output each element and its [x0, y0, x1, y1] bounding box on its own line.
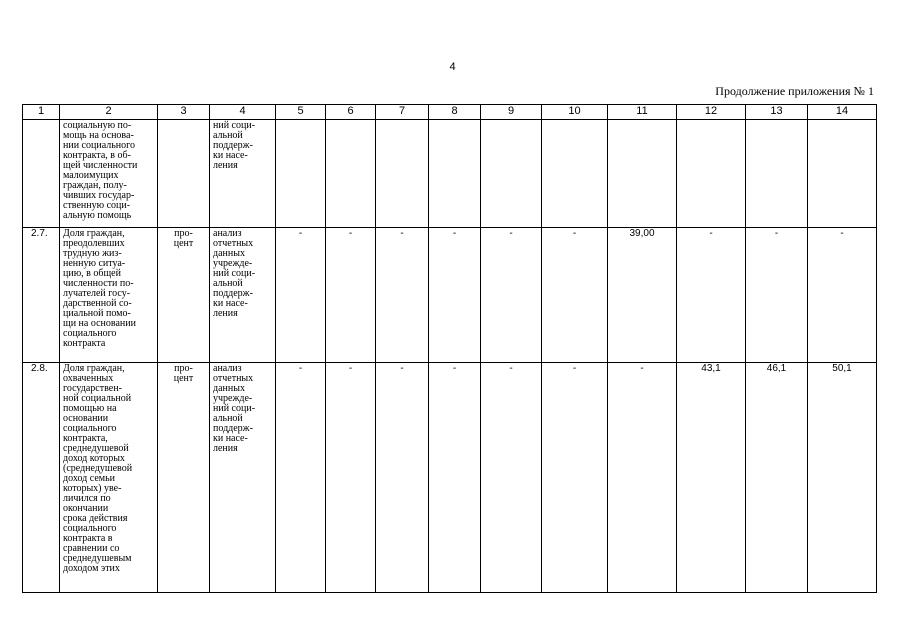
value-cell-col-10: -: [542, 363, 608, 593]
data-source-line: ления: [213, 443, 238, 454]
indicator-name-line: лучателей госу-: [63, 288, 131, 299]
column-header-1: 1: [23, 105, 60, 120]
data-source: [210, 228, 276, 363]
value-cell-col-7: -: [376, 363, 429, 593]
indicator-name-line: срока действия: [63, 513, 128, 524]
indicator-name-line: сравнении со: [63, 543, 120, 554]
indicator-name-line: окончании: [63, 503, 109, 514]
row-number: 2.8.: [23, 363, 60, 593]
data-source-line: ки насе-: [213, 298, 248, 309]
data-source-line: отчетных: [213, 238, 254, 249]
indicator-name-line: доходом этих: [63, 563, 120, 574]
indicator-name-line: охваченных: [63, 373, 114, 384]
unit-of-measure-line: про-: [174, 363, 193, 374]
value-cell-col-6: [326, 120, 376, 228]
value-cell-col-10: [542, 120, 608, 228]
value-cell-col-11: 39,00: [608, 228, 677, 363]
row-number: 2.7.: [23, 228, 60, 363]
indicator-name-line: дарственной со-: [63, 298, 132, 309]
column-header-6: 6: [326, 105, 376, 120]
unit-of-measure-line: цент: [173, 373, 194, 384]
data-source-line: ления: [213, 160, 238, 171]
table-row: [23, 120, 877, 228]
value-cell-col-12: 43,1: [677, 363, 746, 593]
indicator-name-line: малоимущих: [63, 170, 119, 181]
column-header-13: 13: [746, 105, 808, 120]
indicator-name-line: щи на основании: [63, 318, 136, 329]
indicator-name-line: доход семьи: [63, 473, 115, 484]
indicator-name-line: Доля граждан,: [63, 363, 125, 374]
value-cell-col-9: -: [481, 363, 542, 593]
data-source-line: альной: [213, 413, 243, 424]
indicator-name-line: трудную жиз-: [63, 248, 122, 259]
data-source-line: отчетных: [213, 373, 254, 384]
value-cell-col-7: -: [376, 228, 429, 363]
unit-of-measure: [158, 120, 210, 228]
data-source-line: учрежде-: [213, 393, 253, 404]
value-cell-col-8: -: [429, 228, 481, 363]
data-source: [210, 363, 276, 593]
data-source-line: поддерж-: [213, 288, 253, 299]
data-source-line: поддерж-: [213, 423, 253, 434]
indicator-name-line: (среднедушевой: [63, 463, 133, 474]
indicator-name-line: социального: [63, 523, 117, 534]
indicator-name-line: чивших государ-: [63, 190, 135, 201]
header-row: [23, 105, 877, 120]
indicator-name-line: социального: [63, 328, 117, 339]
indicator-name-line: альную помощь: [63, 210, 132, 221]
indicator-name-line: численности по-: [63, 278, 134, 289]
column-header-8: 8: [429, 105, 481, 120]
table-row: [23, 228, 877, 363]
value-cell-col-10: -: [542, 228, 608, 363]
column-header-10: 10: [542, 105, 608, 120]
indicator-name-line: контракта в: [63, 533, 113, 544]
value-cell-col-5: [276, 120, 326, 228]
column-header-9: 9: [481, 105, 542, 120]
indicator-name-line: доход которых: [63, 453, 125, 464]
data-source-line: ления: [213, 308, 238, 319]
indicator-name-line: мощь на основа-: [63, 130, 134, 141]
data-source-line: альной: [213, 130, 243, 141]
appendix-continuation-note: Продолжение приложения № 1: [715, 84, 874, 98]
indicator-name-line: социальную по-: [63, 120, 132, 131]
column-header-14: 14: [808, 105, 877, 120]
indicator-name: [60, 363, 158, 593]
unit-of-measure: [158, 228, 210, 363]
data-source-line: ний соци-: [213, 268, 256, 279]
value-cell-col-13: -: [746, 228, 808, 363]
row-number: [23, 120, 60, 228]
data-source-line: альной: [213, 278, 243, 289]
indicator-name-line: государствен-: [63, 383, 122, 394]
value-cell-col-5: -: [276, 228, 326, 363]
indicator-name-line: Доля граждан,: [63, 228, 125, 239]
value-cell-col-7: [376, 120, 429, 228]
page-number: 4: [449, 61, 456, 73]
indicator-name-line: среднедушевым: [63, 553, 132, 564]
value-cell-col-13: [746, 120, 808, 228]
data-source-line: ки насе-: [213, 433, 248, 444]
indicator-name-line: цию, в общей: [63, 268, 121, 279]
indicator-name-line: ной социальной: [63, 393, 132, 404]
indicator-name-line: среднедушевой: [63, 443, 129, 454]
value-cell-col-13: 46,1: [746, 363, 808, 593]
value-cell-col-8: [429, 120, 481, 228]
indicator-name: [60, 228, 158, 363]
data-source-line: ний соци-: [213, 403, 256, 414]
value-cell-col-14: [808, 120, 877, 228]
indicator-name-line: социального: [63, 423, 117, 434]
data-source-line: поддерж-: [213, 140, 253, 151]
column-header-12: 12: [677, 105, 746, 120]
data-source-line: учрежде-: [213, 258, 253, 269]
data-source-line: ки насе-: [213, 150, 248, 161]
value-cell-col-9: -: [481, 228, 542, 363]
value-cell-col-11: -: [608, 363, 677, 593]
value-cell-col-9: [481, 120, 542, 228]
indicator-name-line: нии социального: [63, 140, 135, 151]
value-cell-col-12: [677, 120, 746, 228]
indicator-name-line: основании: [63, 413, 109, 424]
data-source-line: анализ: [213, 363, 242, 374]
data-source-line: ний соци-: [213, 120, 256, 131]
indicator-name: [60, 120, 158, 228]
indicator-name-line: которых) уве-: [63, 483, 122, 494]
data-source-line: данных: [213, 383, 245, 394]
unit-of-measure-line: про-: [174, 228, 193, 239]
indicator-name-line: личился по: [63, 493, 111, 504]
value-cell-col-14: -: [808, 228, 877, 363]
table-row: [23, 363, 877, 593]
indicator-name-line: помощью на: [63, 403, 117, 414]
indicator-name-line: ственную соци-: [63, 200, 131, 211]
data-source-line: анализ: [213, 228, 242, 239]
indicator-name-line: контракта, в об-: [63, 150, 131, 161]
column-header-11: 11: [608, 105, 677, 120]
indicator-name-line: контракта,: [63, 433, 108, 444]
indicator-name-line: контракта: [63, 338, 106, 349]
column-header-3: 3: [158, 105, 210, 120]
data-source: [210, 120, 276, 228]
indicators-table: [22, 104, 877, 593]
value-cell-col-11: [608, 120, 677, 228]
column-header-4: 4: [210, 105, 276, 120]
column-header-5: 5: [276, 105, 326, 120]
indicator-name-line: ненную ситуа-: [63, 258, 126, 269]
unit-of-measure-line: цент: [173, 238, 194, 249]
indicator-name-line: циальной помо-: [63, 308, 131, 319]
value-cell-col-5: -: [276, 363, 326, 593]
value-cell-col-6: -: [326, 363, 376, 593]
value-cell-col-8: -: [429, 363, 481, 593]
column-header-2: 2: [60, 105, 158, 120]
indicator-name-line: щей численности: [63, 160, 138, 171]
unit-of-measure: [158, 363, 210, 593]
indicator-name-line: граждан, полу-: [63, 180, 127, 191]
value-cell-col-12: -: [677, 228, 746, 363]
data-source-line: данных: [213, 248, 245, 259]
indicator-name-line: преодолевших: [63, 238, 125, 249]
column-header-7: 7: [376, 105, 429, 120]
value-cell-col-14: 50,1: [808, 363, 877, 593]
value-cell-col-6: -: [326, 228, 376, 363]
